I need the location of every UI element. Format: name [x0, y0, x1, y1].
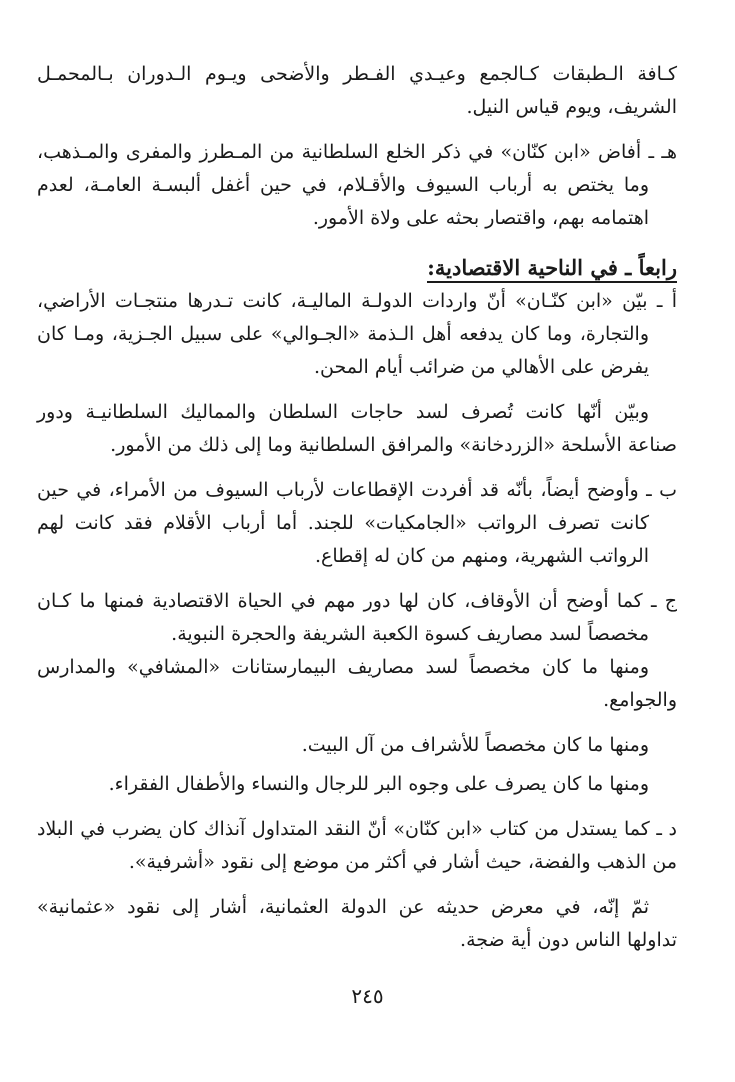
text-line: ومنها ما كان يصرف على وجوه البر للرجال والنساء والأطفال الفقراء. — [108, 773, 649, 795]
text-line: صناعة الأسلحة «الزردخانة» والمرافق السلطانية وما إلى ذلك من الأمور. — [110, 434, 677, 456]
text-line: اهتمامه بهم، واقتصار بحثه على ولاة الأمور. — [312, 207, 649, 229]
text-line: والجوامع. — [603, 689, 677, 711]
paragraph-item-ba — [37, 474, 677, 573]
paragraph-waqf-ashraf — [37, 729, 677, 762]
page-number: ٢٤٥ — [351, 984, 384, 1008]
paragraph-item-dal — [37, 813, 677, 879]
paragraph-festivals — [37, 58, 677, 124]
text-line: ومنها ما كان مخصصاً لسد مصاريف البيمارستانات «المشافي» والمدارس — [37, 656, 649, 678]
section-heading-text: رابعاً ـ في الناحية الاقتصادية: — [427, 255, 677, 283]
paragraph-ottoman-currency — [37, 891, 677, 957]
text-line: والتجارة، وما كان يدفعه أهل الـذمة «الجـوالي» على سبيل الجـزية، ومـا كان — [37, 323, 649, 345]
paragraph-item-he — [37, 136, 677, 235]
text-line: ج ـ كما أوضح أن الأوقاف، كان لها دور مهم في الحياة الاقتصادية فمنها ما كـان — [37, 590, 677, 612]
paragraph-expenditures — [37, 396, 677, 462]
text-line: وما يختص به أرباب السيوف والأقـلام، في حين أغفل ألبسـة العامـة، لعدم — [37, 174, 649, 196]
section-heading — [37, 251, 677, 285]
paragraph-item-jim — [37, 585, 677, 651]
text-line: أ ـ بيّن «ابن كنّـان» أنّ واردات الدولـة الماليـة، كانت تـدرها منتجـات الأراضي، — [37, 290, 677, 312]
text-line: من الذهب والفضة، حيث أشار في أكثر من موضع إلى نقود «أشرفية». — [128, 851, 677, 873]
text-line: يفرض على الأهالي من ضرائب أيام المحن. — [313, 356, 649, 378]
paragraph-waqf-poor — [37, 768, 677, 801]
text-line: كـافة الـطبقات كـالجمع وعيـدي الفـطر والأضحى ويـوم الـدوران بـالمحمـل — [37, 63, 677, 85]
text-line: الشريف، ويوم قياس النيل. — [466, 96, 677, 118]
text-line: هـ ـ أفاض «ابن كنّان» في ذكر الخلع السلطانية من المـطرز والمفرى والمـذهب، — [37, 141, 677, 163]
text-line: ومنها ما كان مخصصاً للأشراف من آل البيت. — [301, 734, 649, 756]
text-line: تداولها الناس دون أية ضجة. — [460, 929, 677, 951]
page-body — [37, 58, 677, 957]
text-line: الرواتب الشهرية، ومنهم من كان له إقطاع. — [314, 545, 649, 567]
paragraph-waqf-hospitals — [37, 651, 677, 717]
text-line: د ـ كما يستدل من كتاب «ابن كنّان» أنّ النقد المتداول آنذاك كان يضرب في البلاد — [37, 818, 677, 840]
text-line: كانت تصرف الرواتب «الجامكيات» للجند. أما أرباب الأقلام فقد كانت لهم — [37, 512, 649, 534]
text-line: مخصصاً لسد مصاريف كسوة الكعبة الشريفة والحجرة النبوية. — [171, 623, 649, 645]
text-line: ثمّ إنّه، في معرض حديثه عن الدولة العثمانية، أشار إلى نقود «عثمانية» — [37, 896, 649, 918]
text-line: ب ـ وأوضح أيضاً، بأنّه قد أفردت الإقطاعات لأرباب السيوف من الأمراء، في حين — [37, 479, 677, 501]
paragraph-item-alef — [37, 285, 677, 384]
text-line: وبيّن أنّها كانت تُصرف لسد حاجات السلطان والمماليك السلطانيـة ودور — [37, 401, 649, 423]
